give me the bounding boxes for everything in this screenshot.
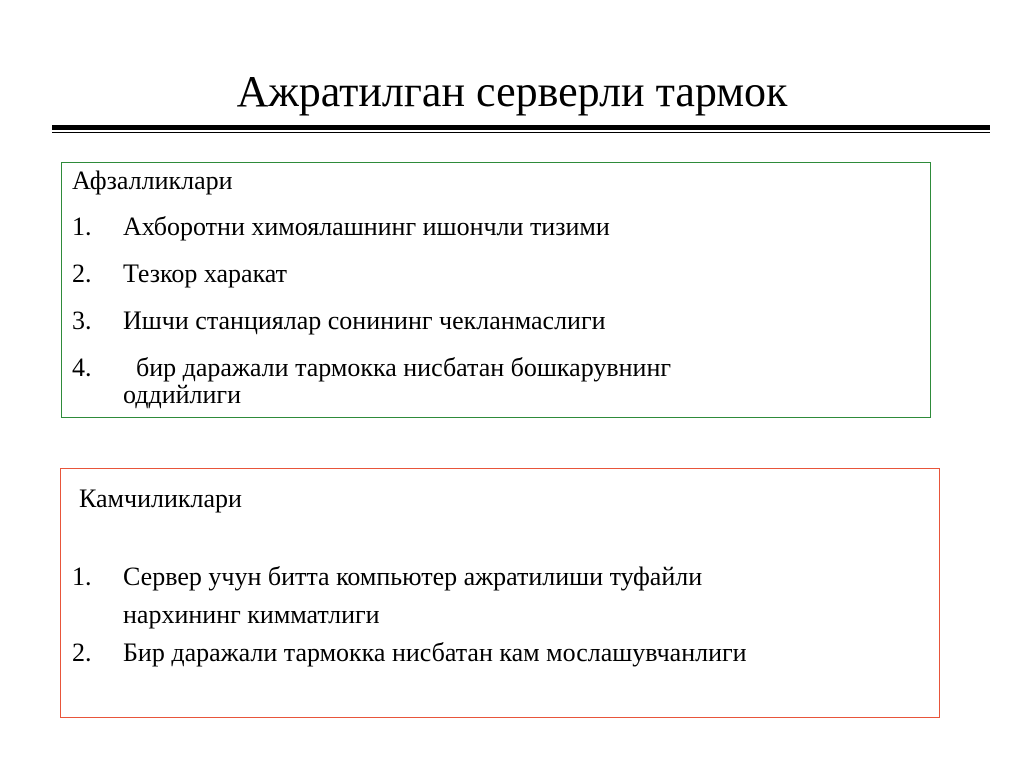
disadvantages-box (60, 468, 940, 718)
item-number: 4. (72, 353, 92, 382)
title-divider-thick (52, 125, 990, 130)
item-number: 1. (72, 212, 92, 241)
item-text-line-1: Сервер учун битта компьютер ажратилиши туфайли (123, 562, 703, 591)
item-text-line-2: нархининг кимматлиги (123, 600, 380, 629)
item-text-line-2: оддийлиги (123, 380, 242, 409)
item-number: 1. (72, 562, 92, 591)
item-number: 2. (72, 259, 92, 288)
item-text: Ишчи станциялар сонининг чекланмаслиги (123, 306, 606, 335)
advantages-heading: Афзалликлари (72, 166, 233, 195)
item-number: 2. (72, 638, 92, 667)
advantages-box (61, 162, 931, 418)
item-text-line-1: бир даражали тармокка нисбатан бошкарувнинг (123, 353, 672, 382)
item-text: Ахборотни химоялашнинг ишончли тизими (123, 212, 610, 241)
slide-title: Ажратилган серверли тармок (236, 67, 788, 116)
disadvantages-heading: Камчиликлари (79, 484, 242, 513)
item-text: Бир даражали тармокка нисбатан кам мослашувчанлиги (123, 638, 747, 667)
item-text: Тезкор харакат (123, 259, 288, 288)
item-number: 3. (72, 306, 92, 335)
title-divider-thin (52, 132, 990, 133)
